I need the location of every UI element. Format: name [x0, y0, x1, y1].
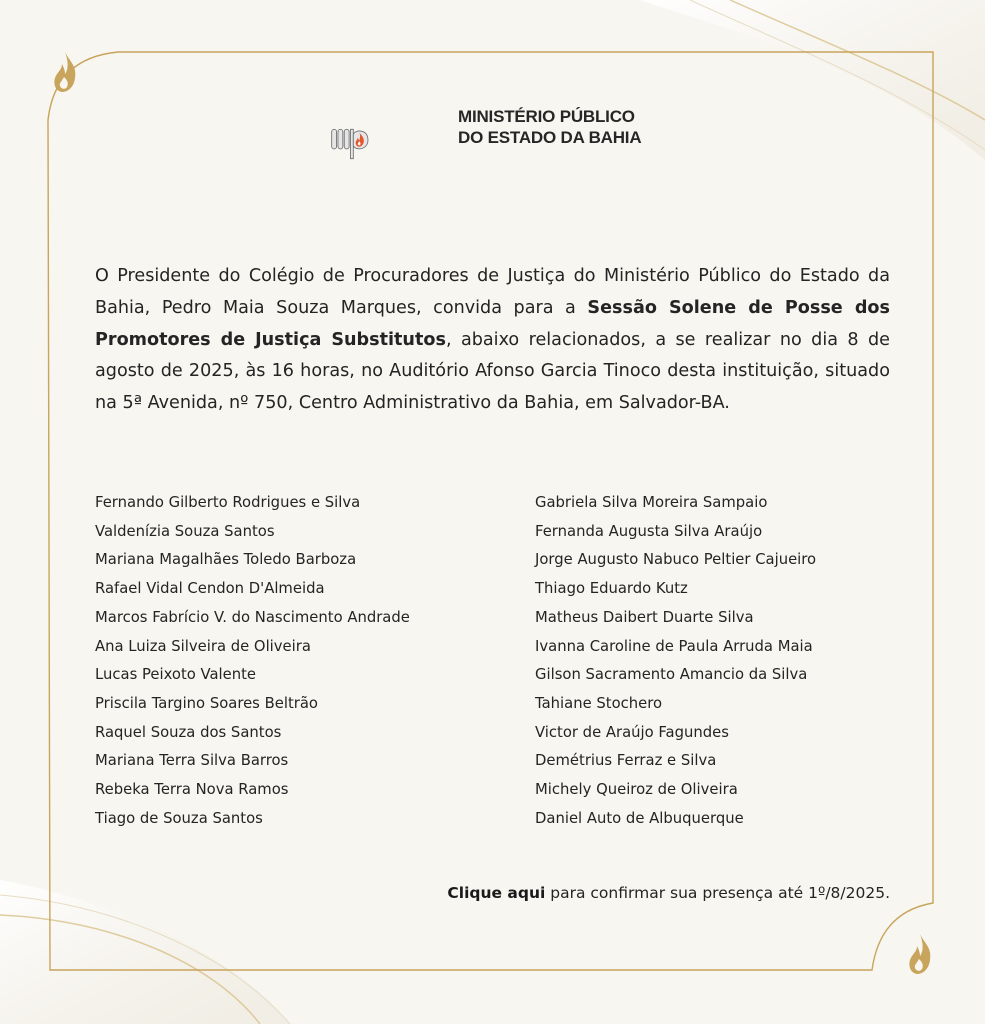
names-list-left	[95, 489, 410, 833]
list-item: Jorge Augusto Nabuco Peltier Cajueiro	[535, 551, 817, 569]
invitation-text	[95, 261, 890, 420]
organization-name	[458, 106, 641, 148]
list-item: Rebeka Terra Nova Ramos	[95, 781, 289, 799]
rsvp-link[interactable]: Clique aqui	[447, 884, 546, 902]
names-list-right	[535, 489, 816, 833]
invitation-text-end: , abaixo relacionados, a se realizar no dia 8 de agosto de 2025, às 16 horas, no Auditório Afonso Garcia Tinoco desta instituição, situado na 5ª Avenida, nº 750, Centro Administrativo da Bahia, em Salvador-BA.	[95, 329, 891, 414]
list-item: Gilson Sacramento Amancio da Silva	[535, 666, 808, 684]
list-item: Tiago de Souza Santos	[95, 809, 263, 827]
list-item: Fernanda Augusta Silva Araújo	[535, 522, 763, 540]
rsvp-line	[447, 880, 890, 906]
flame-icon	[50, 50, 80, 94]
list-item: Ana Luiza Silveira de Oliveira	[95, 637, 311, 655]
list-item: Matheus Daibert Duarte Silva	[535, 608, 754, 626]
list-item: Mariana Magalhães Toledo Barboza	[95, 551, 357, 569]
list-item: Michely Queiroz de Oliveira	[535, 781, 738, 799]
list-item: Daniel Auto de Albuquerque	[535, 809, 744, 827]
list-item: Ivanna Caroline de Paula Arruda Maia	[535, 637, 813, 655]
list-item: Lucas Peixoto Valente	[95, 666, 257, 684]
list-item: Marcos Fabrício V. do Nascimento Andrade	[95, 608, 410, 626]
list-item: Demétrius Ferraz e Silva	[535, 752, 717, 770]
flame-icon	[905, 932, 935, 976]
list-item: Rafael Vidal Cendon D'Almeida	[95, 580, 325, 598]
org-name-line2: DO ESTADO DA BAHIA	[458, 128, 642, 147]
invitation-text-start: O Presidente do Colégio de Procuradores de Justiça do Ministério Público do Estado da Bahia, Pedro Maia Souza Marques, convida para a	[95, 266, 890, 318]
list-item: Valdenízia Souza Santos	[95, 522, 275, 540]
list-item: Priscila Targino Soares Beltrão	[95, 694, 318, 712]
rsvp-text: para confirmar sua presença até 1º/8/2025.	[545, 884, 890, 902]
list-item: Gabriela Silva Moreira Sampaio	[535, 494, 768, 511]
list-item: Victor de Araújo Fagundes	[535, 723, 729, 741]
event-name: Sessão Solene de Posse dos Promotores de Justiça Substitutos	[95, 297, 890, 350]
list-item: Mariana Terra Silva Barros	[95, 752, 289, 770]
org-name-line1: MINISTÉRIO PÚBLICO	[458, 107, 635, 126]
mp-logo	[331, 98, 446, 190]
list-item: Thiago Eduardo Kutz	[535, 580, 688, 598]
list-item: Tahiane Stochero	[535, 694, 663, 712]
list-item: Fernando Gilberto Rodrigues e Silva	[95, 494, 361, 511]
list-item: Raquel Souza dos Santos	[95, 723, 282, 741]
